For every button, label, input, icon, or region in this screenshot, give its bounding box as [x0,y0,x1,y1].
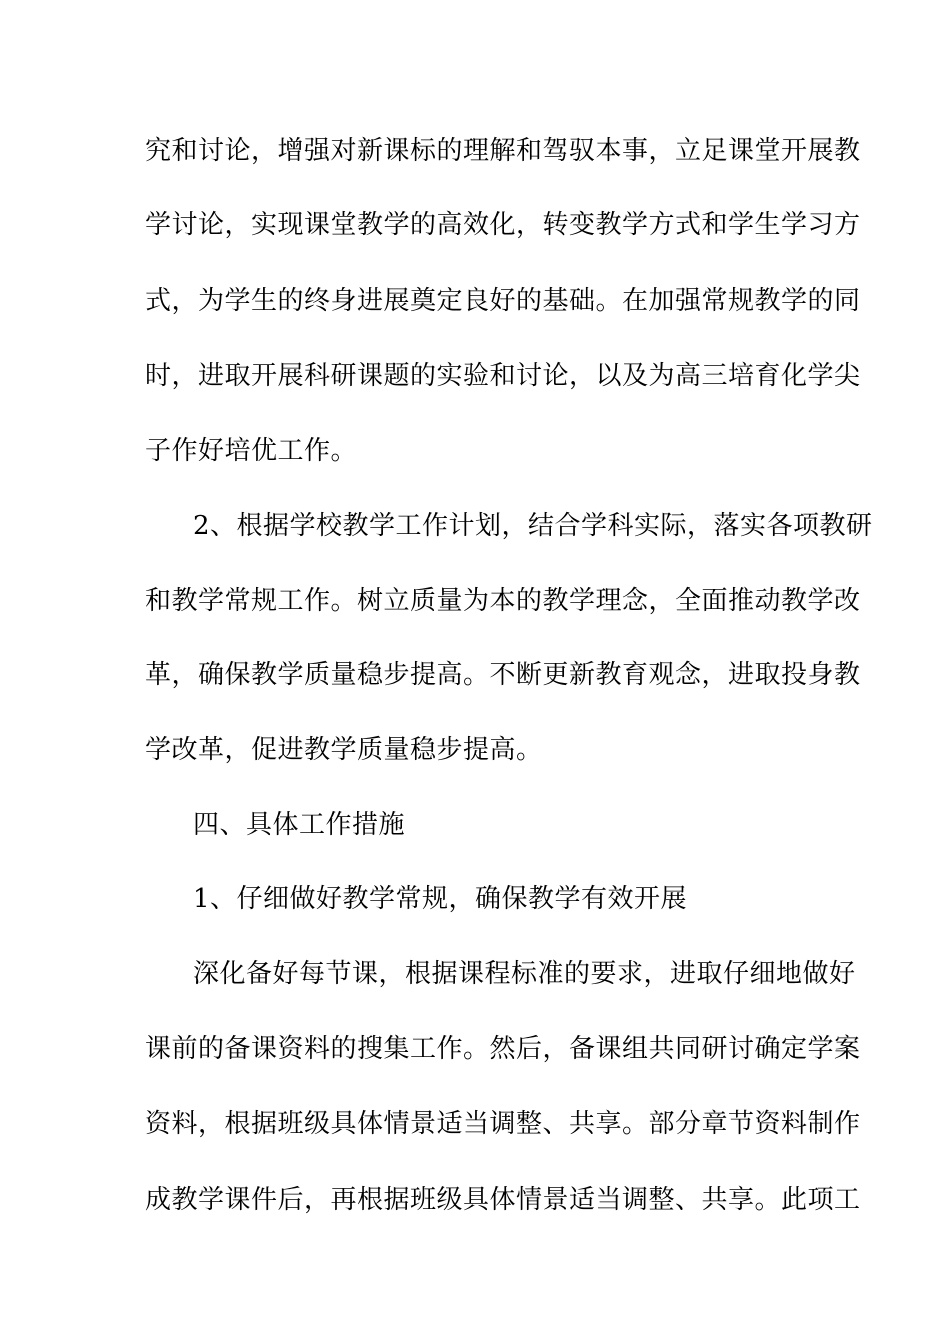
paragraph-line: 式，为学生的终身进展奠定良好的基础。在加强常规教学的同 [145,286,861,316]
paragraph-line: 究和讨论，增强对新课标的理解和驾驭本事，立足课堂开展教 [145,136,861,166]
subsection-heading: 1、仔细做好教学常规，确保教学有效开展 [193,884,688,914]
section-heading: 四、具体工作措施 [193,810,406,840]
paragraph-line: 深化备好每节课，根据课程标准的要求，进取仔细地做好 [193,959,856,989]
paragraph-line: 时，进取开展科研课题的实验和讨论，以及为高三培育化学尖 [145,361,861,391]
paragraph-line: 成教学课件后，再根据班级具体情景适当调整、共享。此项工 [145,1185,861,1215]
paragraph-line: 和教学常规工作。树立质量为本的教学理念，全面推动教学改 [145,586,861,616]
paragraph-line: 学改革，促进教学质量稳步提高。 [145,735,543,765]
paragraph-line: 课前的备课资料的搜集工作。然后，备课组共同研讨确定学案 [145,1034,861,1064]
paragraph-line: 子作好培优工作。 [145,436,358,466]
paragraph-line: 资料，根据班级具体情景适当调整、共享。部分章节资料制作 [145,1109,861,1139]
paragraph-line: 革，确保教学质量稳步提高。不断更新教育观念，进取投身教 [145,660,861,690]
paragraph-line: 2、根据学校教学工作计划，结合学科实际，落实各项教研 [193,511,873,541]
paragraph-line: 学讨论，实现课堂教学的高效化，转变教学方式和学生学习方 [145,210,861,240]
